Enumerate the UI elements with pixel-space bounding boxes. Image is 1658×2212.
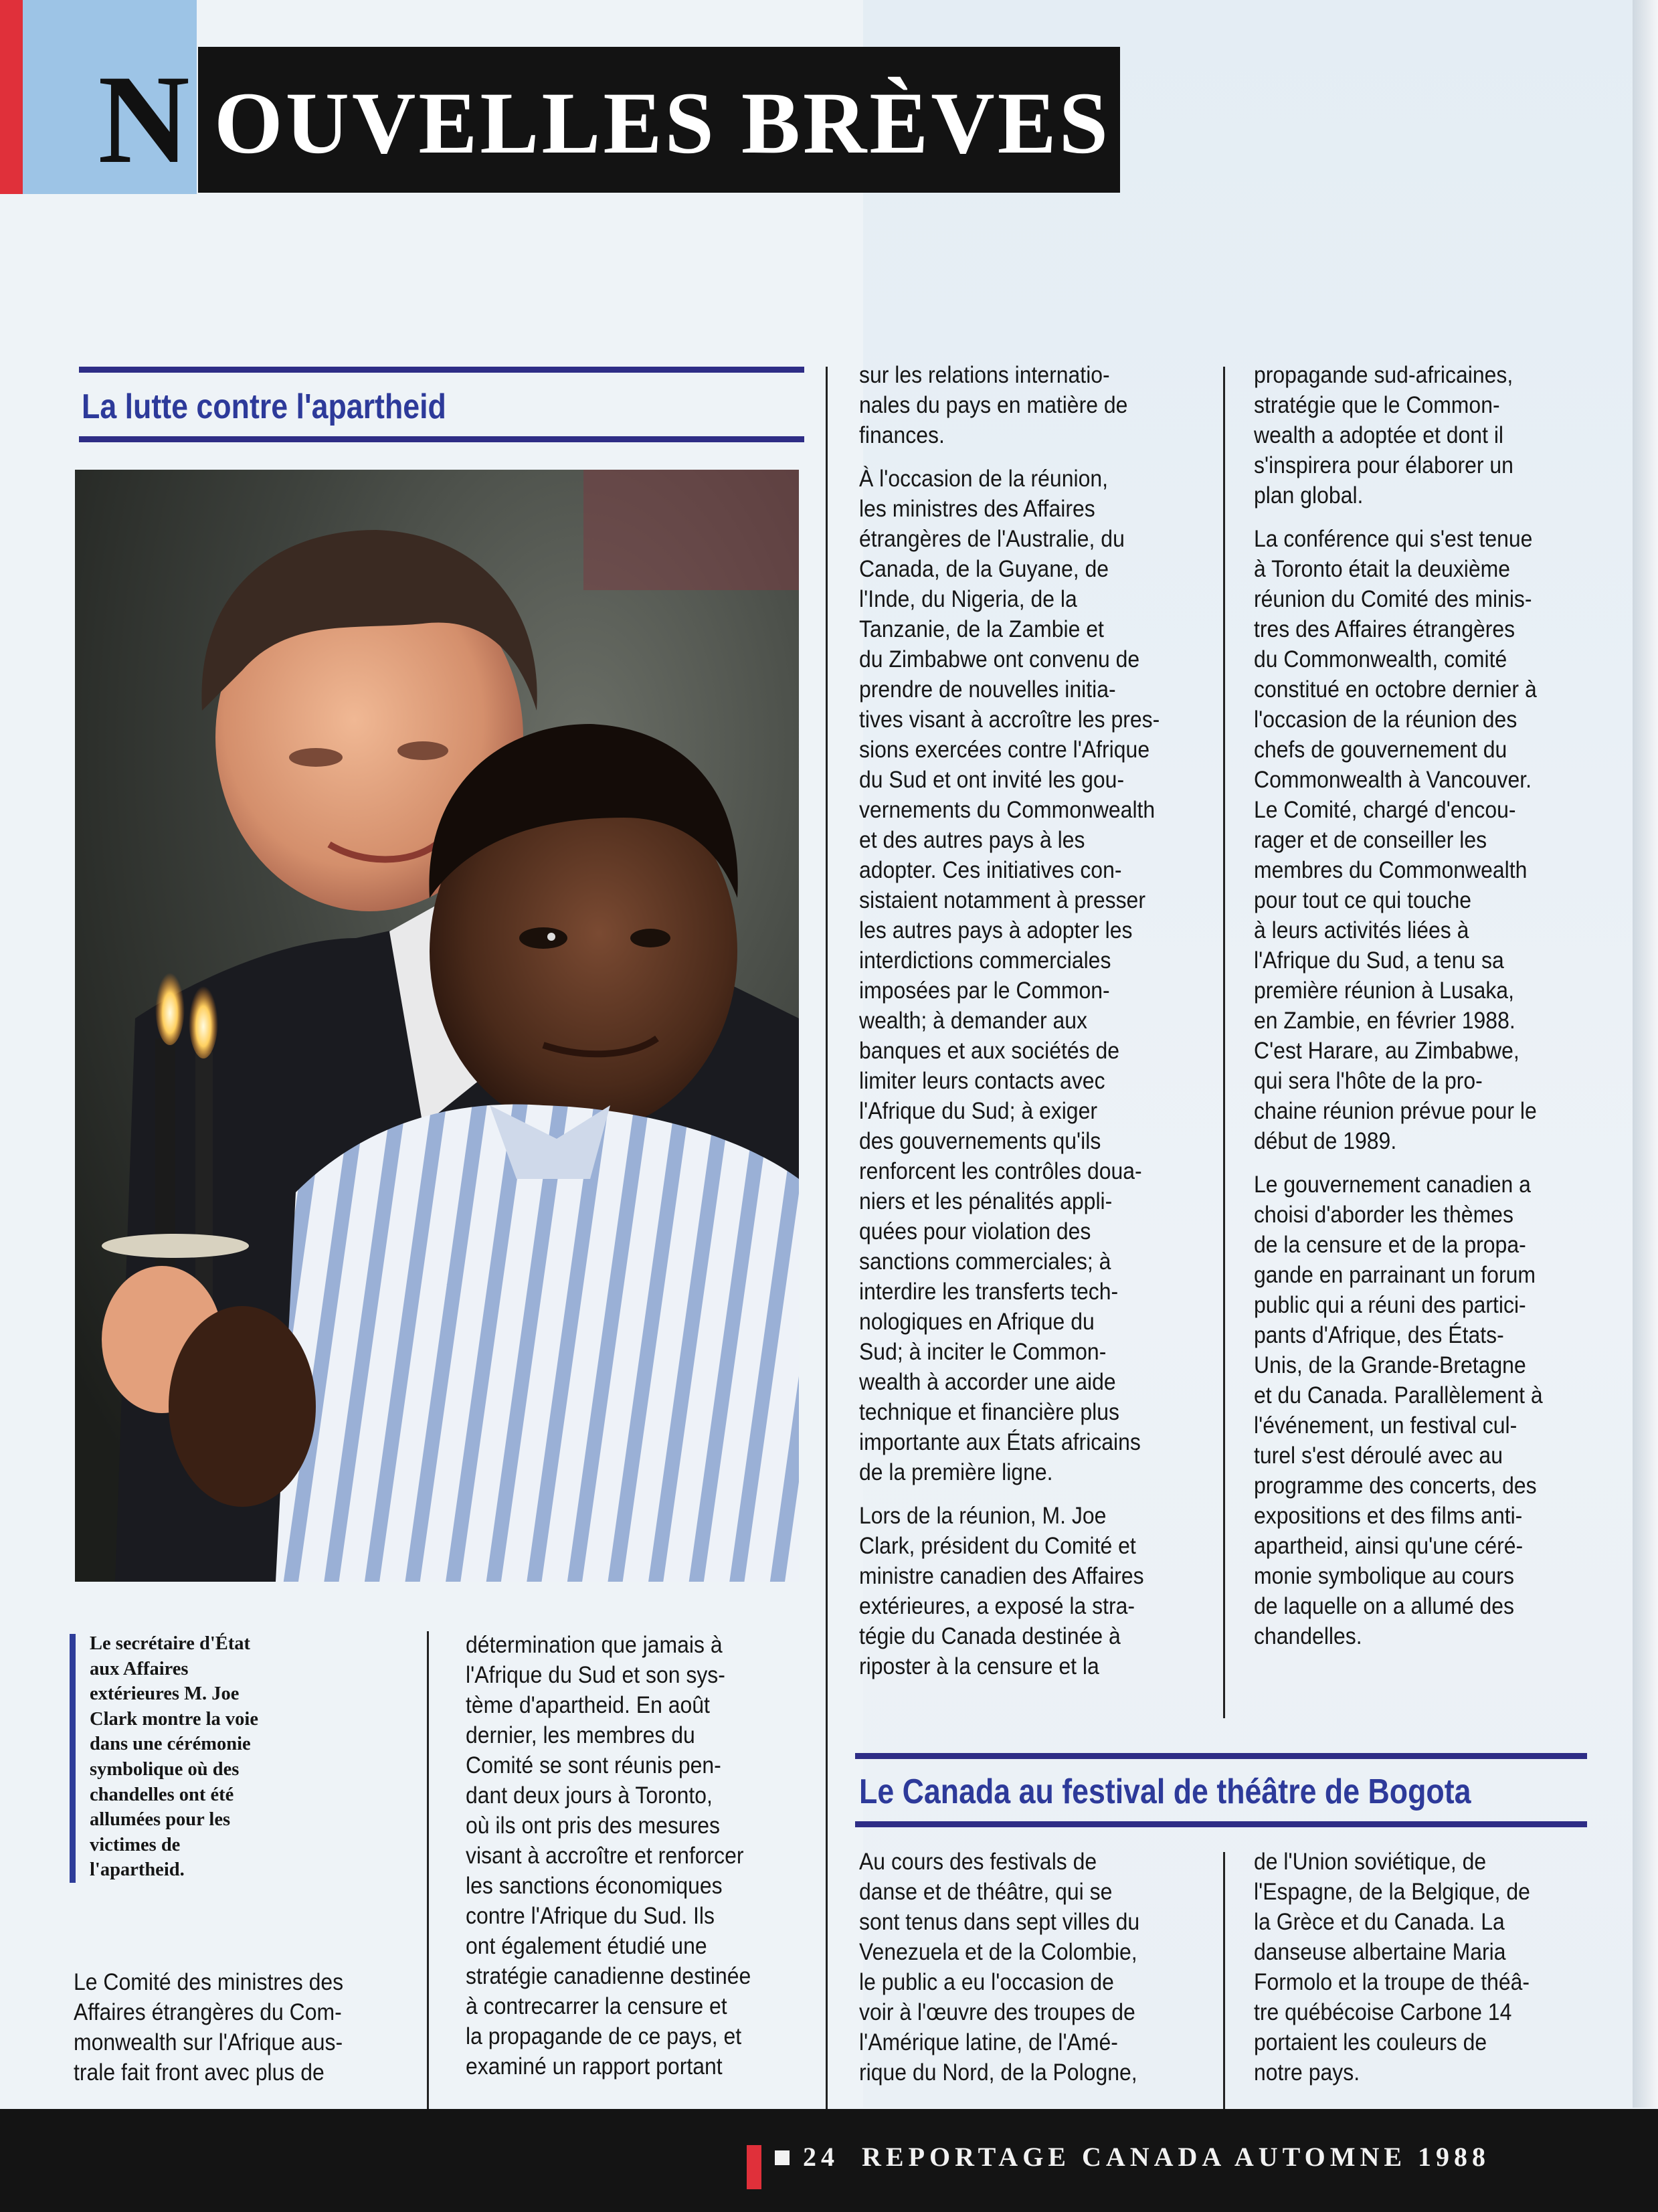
text-line: l'Inde, du Nigeria, de la [859,585,1077,612]
text-line: à Toronto était la deuxième [1254,555,1511,582]
text-line: sions exercées contre l'Afrique [859,736,1150,763]
text-line: de la censure et de la propa- [1254,1231,1526,1258]
article1-column-2 [466,1630,814,2095]
paragraph [859,1847,1214,2088]
text-line: programme des concerts, des [1254,1472,1537,1499]
text-line: examiné un rapport portant [466,2053,723,2080]
text-line: et des autres pays à les [859,826,1085,853]
text-line: sistaient notamment à presser [859,887,1145,913]
text-line: Unis, de la Grande-Bretagne [1254,1352,1526,1378]
text-line: wealth; à demander aux [859,1007,1088,1034]
article2-column-2 [1254,1847,1602,2101]
text-line: la propagande de ce pays, et [466,2023,742,2049]
article1-column-3 [859,360,1207,1695]
text-line: monwealth sur l'Afrique aus- [74,2029,343,2055]
photo-caption [90,1631,331,1883]
text-line: riposter à la censure et la [859,1653,1099,1679]
text-line: interdire les transferts tech- [859,1278,1119,1305]
text-line: choisi d'aborder les thèmes [1254,1201,1513,1228]
text-line: s'inspirera pour élaborer un [1254,452,1513,478]
text-line: importante aux États africains [859,1428,1141,1455]
column-divider [1223,1852,1225,2113]
text-line: quées pour violation des [859,1218,1091,1245]
article-heading-apartheid: La lutte contre l'apartheid [82,387,446,426]
text-line: les sanctions économiques [466,1872,723,1899]
paragraph [859,360,1207,450]
text-line: Au cours des festivals de [859,1848,1097,1875]
text-line: Lors de la réunion, M. Joe [859,1502,1107,1529]
text-line: le public a eu l'occasion de [859,1968,1114,1995]
footer-square-icon [775,2150,790,2165]
text-line: portaient les couleurs de [1254,2029,1487,2055]
caption-line: Clark montre la voie [90,1708,258,1730]
text-line: sont tenus dans sept villes du [859,1908,1140,1935]
text-line: Clark, président du Comité et [859,1532,1136,1559]
caption-line: Le secrétaire d'État [90,1633,251,1654]
text-line: technique et financière plus [859,1398,1119,1425]
text-line: du Commonwealth, comité [1254,646,1507,672]
text-line: La conférence qui s'est tenue [1254,525,1533,552]
text-line: finances. [859,422,945,448]
column-divider [1223,367,1225,1718]
text-line: sur les relations internatio- [859,361,1110,388]
text-line: visant à accroître et renforcer [466,1842,744,1869]
text-line: niers et les pénalités appli- [859,1188,1113,1214]
text-line: les ministres des Affaires [859,495,1095,522]
text-line: danseuse albertaine Maria [1254,1938,1506,1965]
text-line: gande en parrainant un forum [1254,1261,1536,1288]
text-line: plan global. [1254,482,1364,509]
text-line: tre québécoise Carbone 14 [1254,1999,1512,2025]
text-line: sanctions commerciales; à [859,1248,1111,1275]
title-initial: N [98,50,190,190]
page-fold-edge [1633,0,1658,2108]
text-line: wealth à accorder une aide [859,1368,1116,1395]
article1-column-1 [74,1967,408,2101]
caption-line: extérieures M. Joe [90,1683,240,1705]
text-line: danse et de théâtre, qui se [859,1878,1113,1905]
text-line: voir à l'œuvre des troupes de [859,1999,1135,2025]
text-line: monie symbolique au cours [1254,1562,1514,1589]
text-line: qui sera l'hôte de la pro- [1254,1067,1483,1094]
text-line: de l'Union soviétique, de [1254,1848,1487,1875]
text-line: Canada, de la Guyane, de [859,555,1109,582]
text-line: Tanzanie, de la Zambie et [859,616,1104,642]
text-line: À l'occasion de la réunion, [859,465,1108,492]
paragraph [1254,524,1602,1156]
text-line: réunion du Comité des minis- [1254,585,1532,612]
text-line: tres des Affaires étrangères [1254,616,1515,642]
text-line: du Zimbabwe ont convenu de [859,646,1140,672]
text-line: wealth a adoptée et dont il [1254,422,1504,448]
text-line: Affaires étrangères du Com- [74,1999,342,2025]
text-line: notre pays. [1254,2059,1360,2086]
text-line: Le Comité des ministres des [74,1968,344,1995]
text-line: début de 1989. [1254,1127,1397,1154]
text-line: les autres pays à adopter les [859,917,1133,943]
text-line: vernements du Commonwealth [859,796,1156,823]
text-line: propagande sud-africaines, [1254,361,1513,388]
text-line: ministre canadien des Affaires [859,1562,1144,1589]
text-line: stratégie canadienne destinée [466,1962,751,1989]
article2-column-1 [859,1847,1214,2101]
text-line: pour tout ce qui touche [1254,887,1472,913]
footer-red-mark [747,2145,761,2189]
text-line: tégie du Canada destinée à [859,1623,1121,1649]
text-line: adopter. Ces initiatives con- [859,856,1122,883]
caption-line: symbolique où des [90,1758,240,1780]
text-line: Le gouvernement canadien a [1254,1171,1531,1198]
paragraph [1254,1847,1602,2088]
text-line: contre l'Afrique du Sud. Ils [466,1902,715,1929]
text-line: banques et aux sociétés de [859,1037,1120,1064]
text-line: nologiques en Afrique du [859,1308,1095,1335]
publication-name: REPORTAGE CANADA AUTOMNE 1988 [862,2142,1491,2172]
text-line: ont également étudié une [466,1932,707,1959]
text-line: Comité se sont réunis pen- [466,1752,721,1778]
paragraph [859,1501,1207,1681]
paragraph [859,464,1207,1487]
text-line: dernier, les membres du [466,1722,695,1748]
header-red-stripe [0,0,23,194]
text-line: l'Afrique du Sud, a tenu sa [1254,947,1504,974]
text-line: trale fait front avec plus de [74,2059,325,2086]
text-line: l'Afrique du Sud et son sys- [466,1661,725,1688]
paragraph [1254,1170,1602,1651]
article-heading-bogota: Le Canada au festival de théâtre de Bogota [859,1772,1471,1811]
text-line: la Grèce et du Canada. La [1254,1908,1505,1935]
heading-rule-top [855,1753,1587,1759]
caption-line: victimes de [90,1834,181,1855]
text-line: de la première ligne. [859,1459,1053,1485]
text-line: chandelles. [1254,1623,1362,1649]
caption-line: chandelles ont été [90,1784,234,1805]
text-line: première réunion à Lusaka, [1254,977,1514,1004]
text-line: chaine réunion prévue pour le [1254,1097,1537,1124]
paragraph [466,1630,814,2082]
caption-line: l'apartheid. [90,1859,185,1881]
text-line: constitué en octobre dernier à [1254,676,1537,703]
text-line: turel s'est déroulé avec au [1254,1442,1503,1469]
text-line: renforcent les contrôles doua- [859,1158,1142,1184]
text-line: tème d'apartheid. En août [466,1691,710,1718]
heading-rule-bottom [855,1821,1587,1827]
text-line: à leurs activités liées à [1254,917,1469,943]
caption-accent-bar [70,1634,76,1883]
text-line: où ils ont pris des mesures [466,1812,721,1839]
page-title: OUVELLES BRÈVES [214,74,1111,172]
text-line: l'Afrique du Sud; à exiger [859,1097,1097,1124]
column-divider [826,367,828,2113]
paragraph [74,1967,408,2088]
photo-candle-ceremony [75,470,799,1582]
text-line: tives visant à accroître les pres- [859,706,1160,733]
text-line: Commonwealth à Vancouver. [1254,766,1532,793]
caption-line: allumées pour les [90,1809,231,1831]
text-line: détermination que jamais à [466,1631,723,1658]
text-line: limiter leurs contacts avec [859,1067,1105,1094]
text-line: à contrecarrer la censure et [466,1993,727,2019]
text-line: du Sud et ont invité les gou- [859,766,1125,793]
heading-rule-top [79,367,804,373]
text-line: pants d'Afrique, des États- [1254,1321,1504,1348]
text-line: public qui a réuni des partici- [1254,1291,1526,1318]
text-line: Venezuela et de la Colombie, [859,1938,1137,1965]
article1-column-4 [1254,360,1602,1665]
column-divider [427,1631,429,2113]
text-line: l'Espagne, de la Belgique, de [1254,1878,1530,1905]
text-line: expositions et des films anti- [1254,1502,1523,1529]
text-line: C'est Harare, au Zimbabwe, [1254,1037,1519,1064]
text-line: l'occasion de la réunion des [1254,706,1517,733]
text-line: de laquelle on a allumé des [1254,1592,1515,1619]
page-number: 24 [803,2142,839,2172]
text-line: et du Canada. Parallèlement à [1254,1382,1543,1408]
text-line: l'Amérique latine, de l'Amé- [859,2029,1118,2055]
text-line: interdictions commerciales [859,947,1111,974]
text-line: stratégie que le Common- [1254,391,1500,418]
text-line: Formolo et la troupe de théâ- [1254,1968,1530,1995]
caption-line: aux Affaires [90,1658,189,1679]
text-line: extérieures, a exposé la stra- [859,1592,1135,1619]
text-line: rique du Nord, de la Pologne, [859,2059,1137,2086]
text-line: étrangères de l'Australie, du [859,525,1125,552]
paragraph [1254,360,1602,511]
text-line: Sud; à inciter le Common- [859,1338,1107,1365]
text-line: chefs de gouvernement du [1254,736,1507,763]
text-line: prendre de nouvelles initia- [859,676,1116,703]
text-line: en Zambie, en février 1988. [1254,1007,1515,1034]
text-line: apartheid, ainsi qu'une céré- [1254,1532,1524,1559]
text-line: Le Comité, chargé d'encou- [1254,796,1516,823]
caption-line: dans une cérémonie [90,1734,251,1755]
footer-text [803,2137,1490,2177]
text-line: l'événement, un festival cul- [1254,1412,1517,1439]
heading-rule-bottom [79,436,804,442]
text-line: membres du Commonwealth [1254,856,1528,883]
text-line: imposées par le Common- [859,977,1110,1004]
text-line: nales du pays en matière de [859,391,1128,418]
text-line: rager et de conseiller les [1254,826,1487,853]
text-line: des gouvernements qu'ils [859,1127,1101,1154]
text-line: dant deux jours à Toronto, [466,1782,713,1809]
